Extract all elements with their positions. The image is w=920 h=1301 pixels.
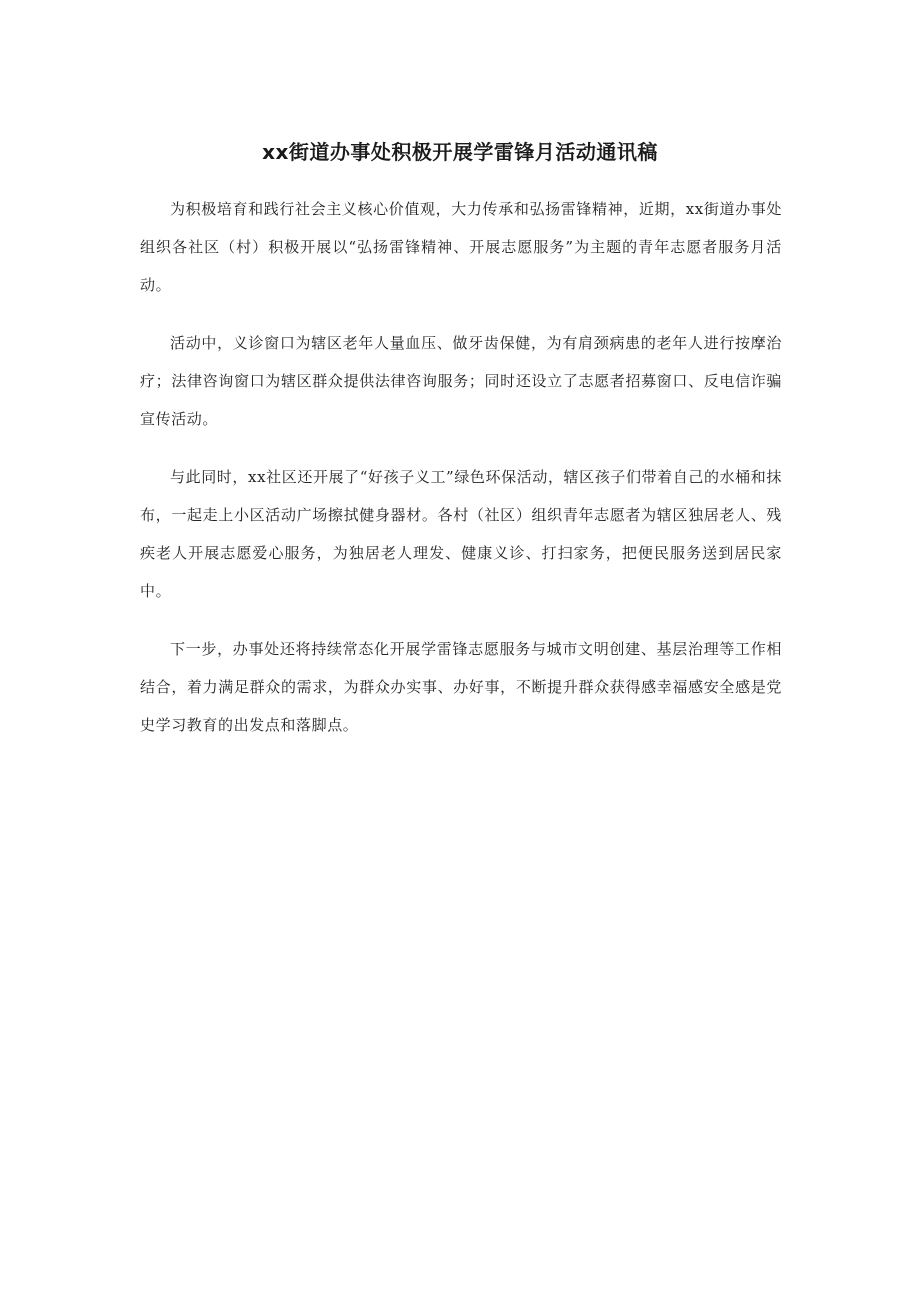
- paragraph-community: 与此同时，xx社区还开展了“好孩子义工”绿色环保活动，辖区孩子们带着自己的水桶和抹布，一起走上小区活动广场擦拭健身器材。各村（社区）组织青年志愿者为辖区独居老人、残疾老人开展志愿爱心服务，为独居老人理发、健康义诊、打扫家务，把便民服务送到居民家中。: [140, 468, 782, 600]
- paragraph-intro: 为积极培育和践行社会主义核心价值观，大力传承和弘扬雷锋精神，近期，xx街道办事处组织各社区（村）积极开展以“弘扬雷锋精神、开展志愿服务”为主题的青年志愿者服务月活动。: [140, 200, 782, 294]
- paragraph-next-steps: 下一步，办事处还将持续常态化开展学雷锋志愿服务与城市文明创建、基层治理等工作相结合，着力满足群众的需求，为群众办实事、办好事，不断提升群众获得感幸福感安全感是党史学习教育的出发点和落脚点。: [140, 640, 782, 734]
- paragraph-activities: 活动中，义诊窗口为辖区老年人量血压、做牙齿保健，为有肩颈病患的老年人进行按摩治疗；法律咨询窗口为辖区群众提供法律咨询服务；同时还设立了志愿者招募窗口、反电信诈骗宣传活动。: [140, 334, 782, 428]
- document-title: xx街道办事处积极开展学雷锋月活动通讯稿: [262, 140, 658, 164]
- document-body: [140, 190, 782, 764]
